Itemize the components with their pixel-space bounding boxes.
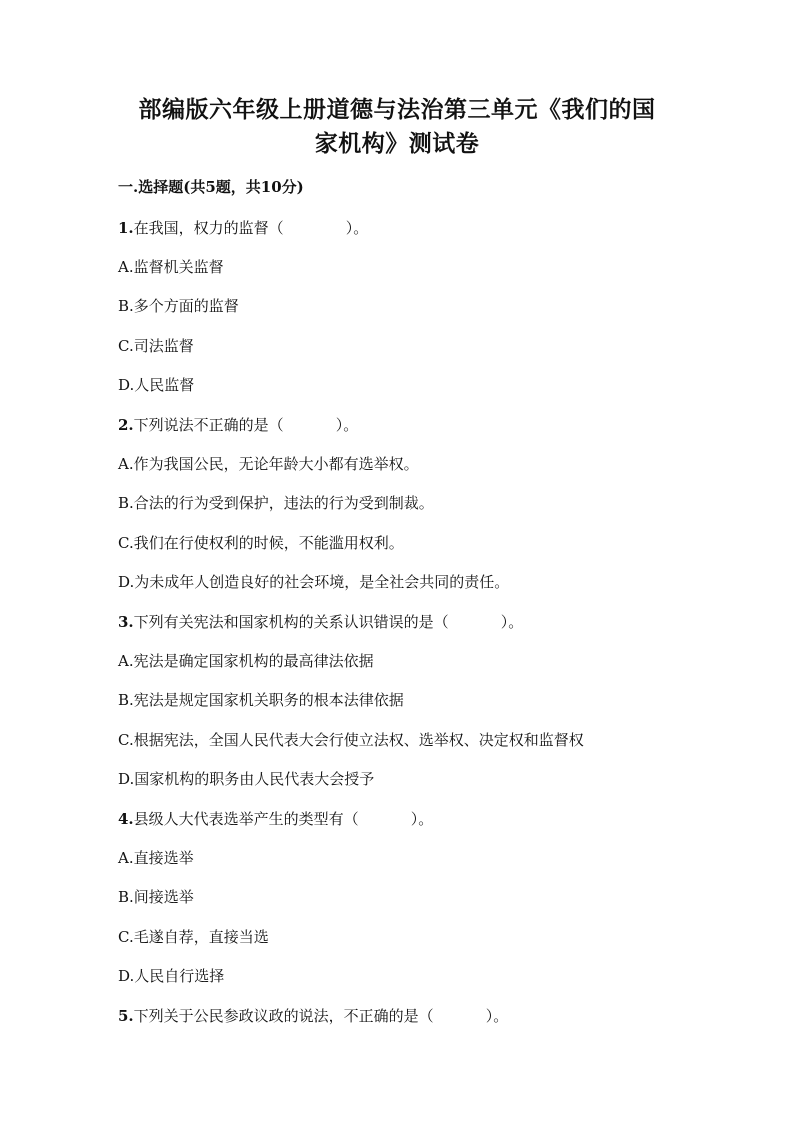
question-1-option-b: B.多个方面的监督	[118, 297, 239, 315]
question-1	[118, 217, 368, 239]
question-4-option-b: B.间接选举	[118, 888, 194, 906]
question-2-option-d: D.为未成年人创造良好的社会环境，是全社会共同的责任。	[118, 573, 510, 591]
question-3-option-d: D.国家机构的职务由人民代表大会授予	[118, 770, 375, 788]
question-stem-end: ）。	[345, 219, 369, 237]
question-4-option-a: A.直接选举	[118, 849, 194, 867]
question-1-option-d: D.人民监督	[118, 376, 195, 394]
question-3-option-b: B.宪法是规定国家机关职务的根本法律依据	[118, 691, 404, 709]
question-3-option-a: A.宪法是确定国家机构的最高律法依据	[118, 652, 374, 670]
question-3	[118, 611, 523, 633]
document-title-line-1: 部编版六年级上册道德与法治第三单元《我们的国	[138, 96, 656, 123]
question-4	[118, 808, 433, 830]
question-number: 3.	[118, 613, 134, 631]
question-stem-end: ）。	[410, 810, 434, 828]
question-5	[118, 1005, 508, 1027]
question-stem: 县级人大代表选举产生的类型有（	[133, 810, 359, 828]
question-stem-end: ）。	[485, 1007, 509, 1025]
document-title-line-2: 家机构》测试卷	[314, 130, 480, 157]
question-1-option-a: A.监督机关监督	[118, 258, 224, 276]
section-heading: 一.选择题(共5题，共10分)	[118, 178, 304, 196]
question-stem-end: ）。	[500, 613, 524, 631]
question-4-option-d: D.人民自行选择	[118, 967, 225, 985]
question-2-option-a: A.作为我国公民，无论年龄大小都有选举权。	[118, 455, 419, 473]
question-stem: 在我国，权力的监督（	[133, 219, 284, 237]
question-2	[118, 414, 358, 436]
question-1-option-c: C.司法监督	[118, 337, 194, 355]
question-number: 5.	[118, 1007, 134, 1025]
question-4-option-c: C.毛遂自荐，直接当选	[118, 928, 269, 946]
question-number: 1.	[118, 219, 134, 237]
question-number: 2.	[118, 416, 134, 434]
question-number: 4.	[118, 810, 134, 828]
question-2-option-c: C.我们在行使权利的时候，不能滥用权利。	[118, 534, 404, 552]
question-2-option-b: B.合法的行为受到保护，违法的行为受到制裁。	[118, 494, 434, 512]
question-stem: 下列说法不正确的是（	[133, 416, 284, 434]
question-stem: 下列有关宪法和国家机构的关系认识错误的是（	[133, 613, 449, 631]
question-3-option-c: C.根据宪法，全国人民代表大会行使立法权、选举权、决定权和监督权	[118, 731, 584, 749]
question-stem: 下列关于公民参政议政的说法，不正确的是（	[133, 1007, 434, 1025]
question-stem-end: ）。	[335, 416, 359, 434]
